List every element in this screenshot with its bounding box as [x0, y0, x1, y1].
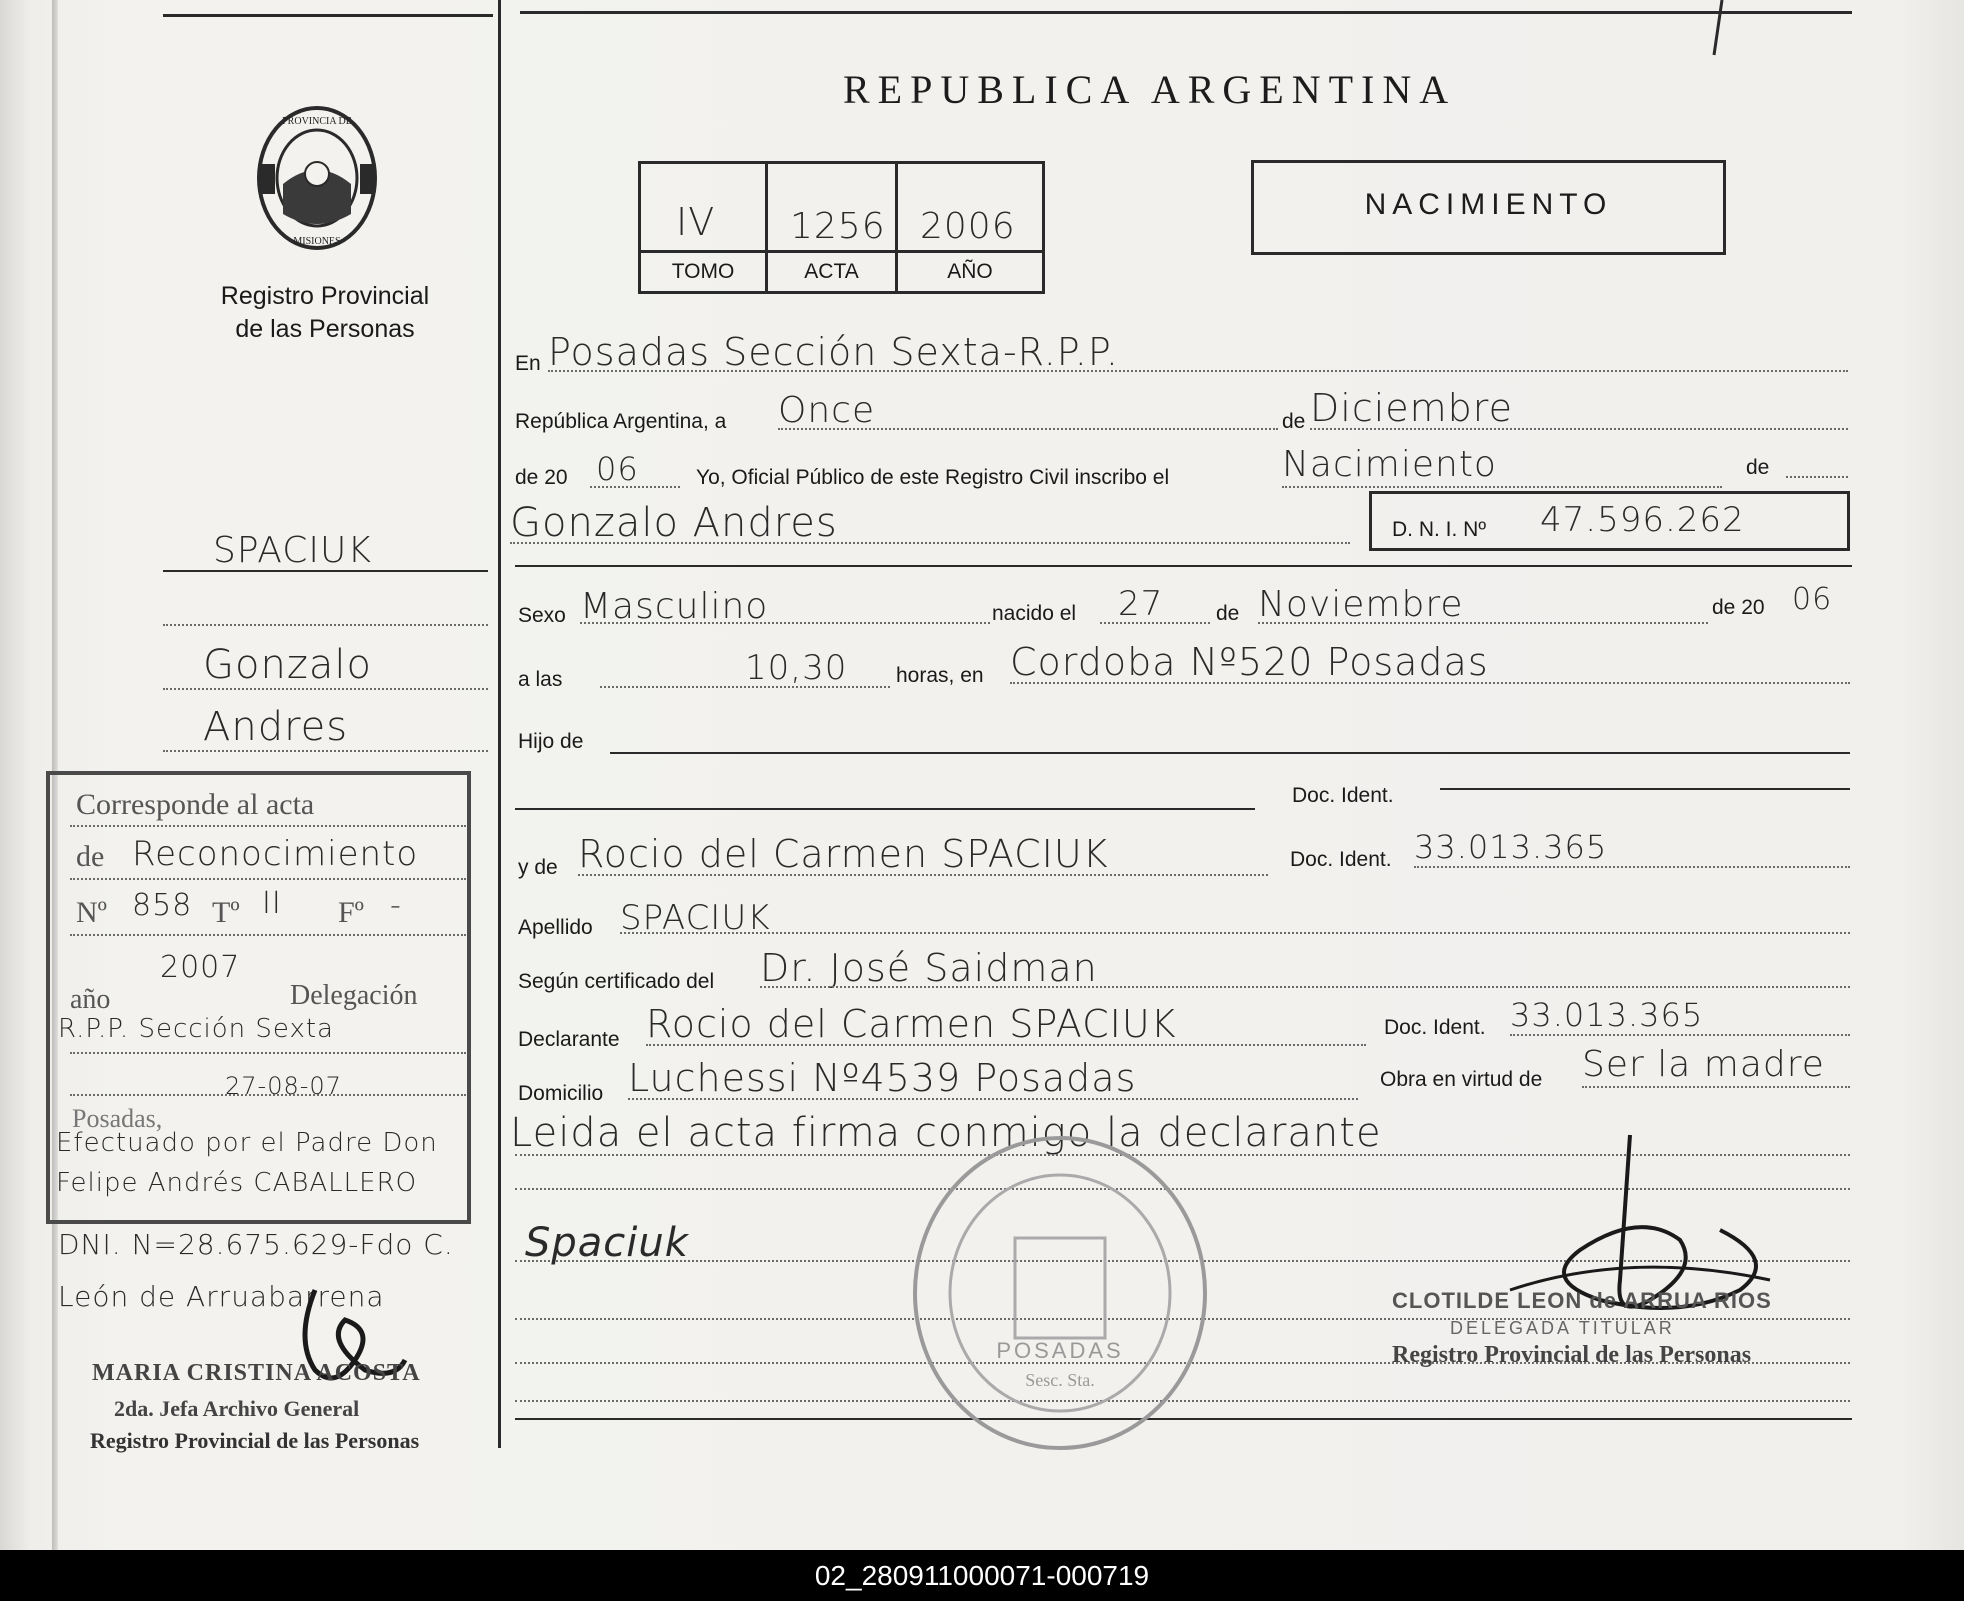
- surname-line: [620, 932, 1850, 934]
- official-left-title: 2da. Jefa Archivo General: [114, 1396, 360, 1421]
- stamp-year-value: 2007: [160, 950, 241, 985]
- birth-place-value: Cordoba Nº520 Posadas: [1010, 640, 1489, 684]
- dni-label: D. N. I. Nº: [1392, 518, 1487, 541]
- declarant-name: Rocio del Carmen SPACIUK: [646, 1002, 1177, 1046]
- official-right-org: Registro Provincial de las Personas: [1392, 1342, 1752, 1368]
- stamp-note-line1: Efectuado por el Padre Don: [56, 1128, 438, 1158]
- stamp-line1: Corresponde al acta: [76, 788, 315, 821]
- anio-value: 2006: [920, 206, 1016, 247]
- margin-extra-line2: León de Arruabarrena: [58, 1280, 385, 1313]
- address-value: Luchessi Nº4539 Posadas: [628, 1056, 1137, 1100]
- acta-label: ACTA: [804, 260, 859, 283]
- seal-top-text: PROVINCIA DE: [282, 116, 352, 127]
- top-rule-left: [163, 14, 493, 17]
- de-label: de: [1746, 456, 1770, 479]
- stamp-folio-label: Fº: [338, 896, 364, 929]
- registry-name: [160, 280, 490, 346]
- year-value: 06: [596, 450, 639, 488]
- obra-label: Obra en virtud de: [1380, 1068, 1543, 1091]
- tomo-label: TOMO: [671, 260, 735, 283]
- official-left-name: MARIA CRISTINA ACOSTA: [92, 1360, 421, 1386]
- reason-value: Ser la madre: [1582, 1044, 1825, 1085]
- birth-day-value: 27: [1118, 584, 1164, 624]
- stamp-tomo-label: Tº: [212, 896, 240, 929]
- de20-label: de 20: [515, 466, 568, 489]
- hijo-label: Hijo de: [518, 730, 584, 753]
- certificate-doctor: Dr. José Saidman: [760, 946, 1098, 990]
- apellido-label: Apellido: [518, 916, 593, 939]
- name-line: [510, 542, 1350, 544]
- declarant-line: [646, 1044, 1366, 1046]
- tomo-value: IV: [676, 200, 716, 244]
- act-value: Nacimiento: [1282, 444, 1497, 485]
- anio-label: AÑO: [947, 260, 993, 283]
- stamp-de-label: de: [76, 840, 105, 873]
- stamp-tomo-value: II: [262, 886, 282, 921]
- margin-extra-line1: DNI. N=28.675.629-Fdo C.: [58, 1228, 454, 1261]
- dni-value: 47.596.262: [1540, 500, 1745, 540]
- stamp-note-line2: Felipe Andrés CABALLERO: [56, 1168, 418, 1198]
- official-round-seal: [905, 1128, 1215, 1458]
- birth-month-line: [1258, 622, 1708, 624]
- margin-dotline-3: [163, 750, 488, 752]
- sex-value: Masculino: [580, 586, 769, 627]
- seal-sub: Sesc. Sta.: [1025, 1370, 1095, 1390]
- margin-surname-rule: [163, 570, 488, 572]
- stamp-date-value: 27-08-07: [225, 1072, 342, 1100]
- stamp-folio-value: -: [390, 888, 402, 923]
- seal-city: POSADAS: [996, 1338, 1124, 1363]
- column-divider: [498, 0, 501, 1448]
- child-name: Gonzalo Andres: [510, 500, 838, 546]
- father-line: [610, 752, 1850, 754]
- mother-doc: 33.013.365: [1414, 828, 1608, 866]
- birth-year-value: 06: [1792, 582, 1833, 617]
- stamp-deleg-value: R.P.P. Sección Sexta: [58, 1014, 334, 1044]
- de-line: [1786, 476, 1848, 478]
- certificado-label: Según certificado del: [518, 970, 715, 993]
- day-line: [778, 428, 1278, 430]
- declarant-doc: 33.013.365: [1510, 996, 1704, 1034]
- image-id-footer: 02_280911000071-000719: [0, 1550, 1964, 1601]
- docident-label-3: Doc. Ident.: [1384, 1016, 1486, 1039]
- declarant-doc-line: [1510, 1034, 1850, 1036]
- de20-label-2: de 20: [1712, 596, 1765, 619]
- month-line: [1310, 428, 1848, 430]
- oficial-label: Yo, Oficial Público de este Registro Civil inscribo el: [696, 466, 1170, 489]
- registry-line2: de las Personas: [235, 315, 415, 343]
- official-right-name: CLOTILDE LEON de ARRUA RIOS: [1392, 1288, 1772, 1313]
- act-line: [1282, 486, 1722, 488]
- mother-doc-line: [1414, 866, 1850, 868]
- stamp-rule-5: [70, 1094, 466, 1096]
- top-rule-right: [520, 11, 1852, 14]
- sexo-label: Sexo: [518, 604, 566, 627]
- stamp-rule-1: [70, 825, 466, 827]
- official-right-title: DELEGADA TITULAR: [1450, 1318, 1675, 1338]
- father-line-2: [515, 808, 1255, 810]
- stamp-rule-3: [70, 934, 466, 936]
- stamp-year-label: año: [70, 984, 111, 1015]
- birth-month-value: Noviembre: [1258, 584, 1464, 625]
- month-value: Diciembre: [1310, 386, 1513, 430]
- declarant-signature: Spaciuk: [525, 1220, 689, 1266]
- margin-dotline-1: [163, 624, 488, 626]
- registry-line1: Registro Provincial: [220, 282, 430, 310]
- day-value: Once: [778, 390, 876, 431]
- mother-line: [578, 874, 1268, 876]
- republica-label: República Argentina, a: [515, 410, 727, 433]
- surname-value: SPACIUK: [620, 898, 771, 938]
- nacido-label: nacido el: [992, 602, 1077, 625]
- declarante-label: Declarante: [518, 1028, 620, 1051]
- en-line: [548, 370, 1848, 372]
- stamp-num-label: Nº: [76, 896, 107, 929]
- official-left-org: Registro Provincial de las Personas: [90, 1428, 420, 1453]
- en-label: En: [515, 352, 541, 375]
- stamp-rule-2: [70, 878, 466, 880]
- hour-line: [600, 686, 890, 688]
- misiones-seal: [255, 104, 380, 252]
- seal-bottom-text: MISIONES: [293, 236, 341, 247]
- record-type: NACIMIENTO: [1364, 188, 1613, 221]
- margin-middle-name: Andres: [203, 704, 349, 750]
- margin-surname: SPACIUK: [213, 530, 372, 571]
- closing-note: Leida el acta firma conmigo la declarante: [510, 1110, 1382, 1156]
- year-line: [590, 486, 680, 488]
- stamp-acta-type: Reconocimiento: [132, 834, 419, 874]
- sex-line: [580, 622, 990, 624]
- alas-label: a las: [518, 668, 563, 691]
- stamp-num-value: 858: [132, 888, 193, 923]
- margin-dotline-2: [163, 688, 488, 690]
- margin-first-name: Gonzalo: [203, 642, 372, 688]
- docident-label-2: Doc. Ident.: [1290, 848, 1392, 871]
- birth-hour-value: 10,30: [745, 648, 848, 688]
- domicilio-label: Domicilio: [518, 1082, 604, 1105]
- birth-place-line: [1010, 682, 1850, 684]
- country-title: REPUBLICA ARGENTINA: [843, 67, 1457, 112]
- address-line: [628, 1098, 1358, 1100]
- yde-label: y de: [518, 856, 558, 879]
- book-row-sep: [638, 250, 1045, 253]
- birth-day-line: [1100, 622, 1210, 624]
- stamp-deleg-label: Delegación: [290, 980, 418, 1011]
- horas-label: horas, en: [896, 664, 984, 687]
- stamp-rule-4: [70, 1052, 466, 1054]
- de-mes-label: de: [1282, 410, 1306, 433]
- de-label-2: de: [1216, 602, 1240, 625]
- corner-pen-mark: [1700, 0, 1740, 60]
- stamp-place-label: Posadas,: [72, 1104, 163, 1133]
- section-rule: [515, 565, 1852, 567]
- certificate-line: [760, 986, 1850, 988]
- acta-value: 1256: [790, 206, 886, 247]
- mother-name: Rocio del Carmen SPACIUK: [578, 832, 1109, 876]
- father-doc-line: [1440, 788, 1850, 790]
- reason-line: [1582, 1086, 1850, 1088]
- place-value: Posadas Sección Sexta-R.P.P.: [548, 330, 1119, 374]
- docident-label-1: Doc. Ident.: [1292, 784, 1394, 807]
